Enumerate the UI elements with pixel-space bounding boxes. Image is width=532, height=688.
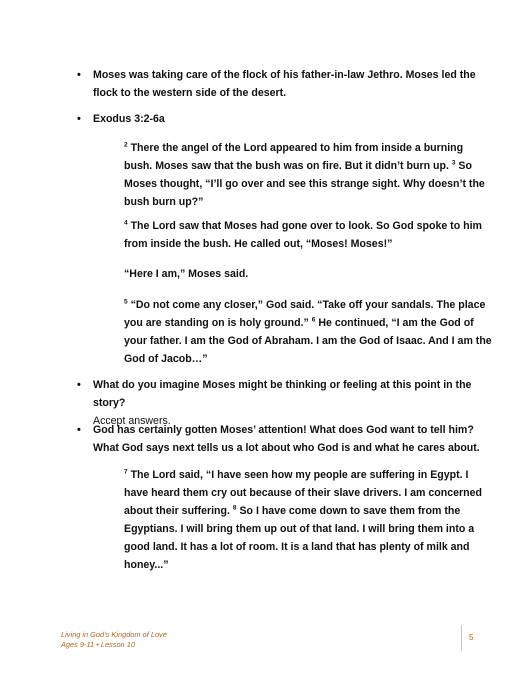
bullet-item-1 — [77, 66, 493, 102]
verse-number: 3 — [451, 159, 456, 167]
scripture-reference: Exodus 3:2-6a — [93, 113, 165, 125]
verse-number: 7 — [124, 468, 128, 476]
footer-course-info — [61, 630, 167, 650]
bullet-marker: • — [77, 424, 81, 436]
scripture-paragraph-4 — [124, 296, 494, 368]
bullet-text: What do you imagine Moses might be thinking or feeling at this point in the story? — [93, 379, 472, 409]
verse-text: The Lord said, “I have seen how my people are suffering in Egypt. I have heard them cry out because of their slave drivers. I am concerned about their suffering. — [124, 469, 482, 517]
bullet-marker: • — [77, 69, 81, 81]
verse-number: 4 — [124, 219, 128, 227]
bullet-marker: • — [77, 113, 81, 125]
verse-number: 5 — [124, 298, 128, 306]
verse-text: “Here I am,” Moses said. — [124, 268, 249, 280]
footer-series-title: Living in God’s Kingdom of Love — [61, 630, 167, 639]
footer-divider — [461, 625, 462, 651]
scripture-paragraph-1 — [124, 139, 494, 211]
page-number: 5 — [469, 633, 474, 642]
bullet-text: God has certainly gotten Moses’ attention! What does God want to tell him? What God says next tells us a lot about who God is and what he cares about. — [93, 424, 480, 454]
bullet-item-4 — [77, 421, 493, 457]
verse-number: 6 — [311, 316, 316, 324]
verse-text: He continued, “I am the God of your father. I am the God of Abraham. I am the God of Isaac. And I am the God of Jacob…” — [124, 317, 492, 365]
bullet-text: Moses was taking care of the flock of his father-in-law Jethro. Moses led the flock to the western side of the desert. — [93, 69, 476, 99]
verse-text: So I have come down to save them from the Egyptians. I will bring them up out of that land. I will bring them into a good land. It has a lot of room. It is a land that has plenty of milk and honey...” — [124, 505, 475, 571]
scripture-paragraph-2 — [124, 217, 494, 253]
teacher-note: Accept answers. — [93, 415, 171, 427]
verse-number: 8 — [232, 504, 237, 512]
verse-text: “Do not come any closer,” God said. “Take off your sandals. The place you are standing on is holy ground.” — [124, 299, 486, 329]
footer-lesson-info: Ages 9-11 • Lesson 10 — [61, 640, 135, 649]
verse-text: So Moses thought, “I’ll go over and see this strange sight. Why doesn’t the bush burn up?” — [124, 160, 485, 208]
verse-number: 2 — [124, 141, 128, 149]
verse-text: The Lord saw that Moses had gone over to look. So God spoke to him from inside the bush. He called out, “Moses! Moses!” — [124, 220, 482, 250]
scripture-paragraph-5 — [124, 466, 494, 574]
scripture-paragraph-3 — [124, 265, 494, 283]
verse-text: There the angel of the Lord appeared to him from inside a burning bush. Moses saw that the bush was on fire. But it didn’t burn up. — [124, 142, 464, 172]
bullet-item-2 — [77, 110, 493, 128]
bullet-marker: • — [77, 379, 81, 391]
